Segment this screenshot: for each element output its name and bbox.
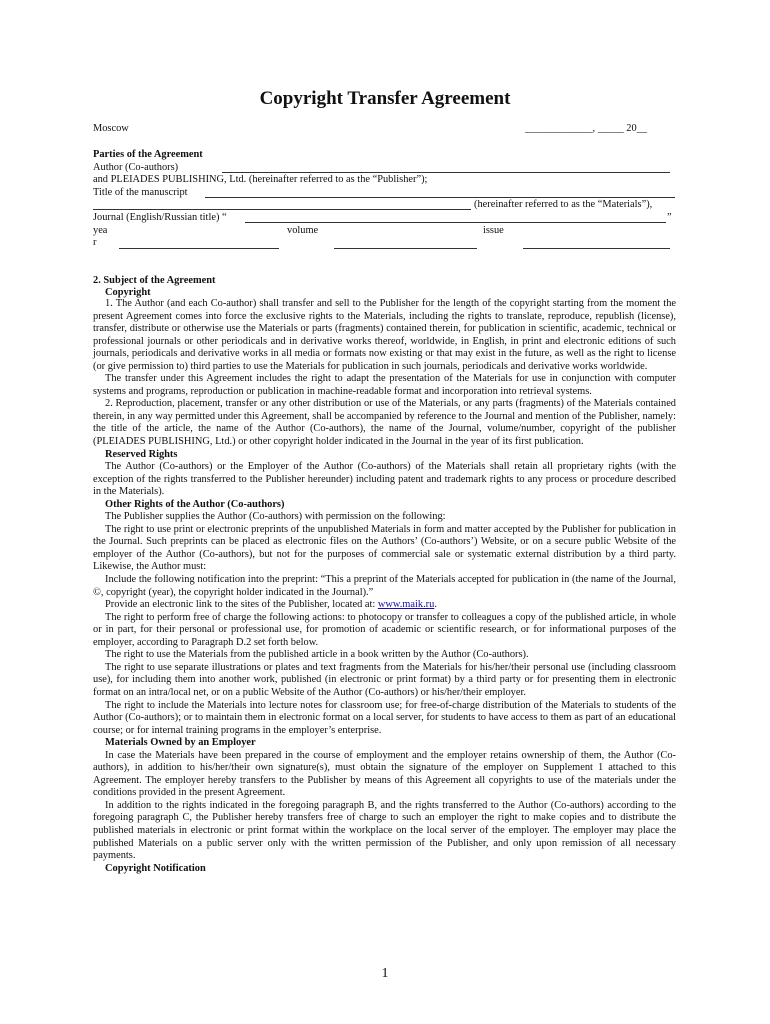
clause-1: 1. The Author (and each Co-author) shall transfer and sell to the Publisher for the length of the copyright starting from the moment the present Agreement comes into force the exclusive rights to the Materials, including the rights to translate, reproduce, republish (license), transfer, distribute or otherwise use the Materials or parts (fragments) contained therein, for publication in scientific, academic, technical or professional journals or other periodicals and in derivative works thereof, worldwide, in English, in print and electronic editions of such journals, periodicals and derivative works in all media or formats now existing or that may exist in the future, as well as the right to license (or give permission to) third parties to use the Materials for publication in such journals, periodicals and derivative works worldwide. [93, 298, 676, 372]
agreement-body [93, 298, 676, 875]
year-label-part1: yea [93, 225, 108, 236]
date-line: _____________, _____ 20__ [525, 123, 648, 134]
manuscript-title-fill-line [205, 197, 675, 198]
author-fill-line [222, 172, 670, 173]
year-label-part2: r [93, 237, 97, 248]
issue-fill-line [523, 248, 670, 249]
clause-illustrations: The right to use separate illustrations or plates and text fragments from the Materials for his/her/their personal use (including classroom use), for including them into another work, published (in electronic or print format) by a third party or for presenting them in electronic format on an intra/local net, or on a public Website of the Author (Co-authors) or his/her/their employer. [93, 661, 676, 698]
copyright-notification-heading: Copyright Notification [105, 862, 206, 874]
issue-label: issue [483, 225, 504, 236]
clause-employer-rights: In addition to the rights indicated in the foregoing paragraph B, and the rights transferred to the Author (Co-authors) according to the foregoing paragraph C, the Publisher hereby transfers free of charge to such an employer the right to make copies and to distribute the published materials in electronic or print format within the workplace on the local server of the employer. The employer may place the published Materials on a public server only with the written permission of the Publisher, and only upon remission of all necessary payments. [93, 799, 676, 862]
clause-transfer-adapt: The transfer under this Agreement includes the right to adapt the presentation of the Materials for use in conjunction with computer systems and programs, reproduction or publication in machine-readable format and incorporation into retrieval systems. [93, 373, 676, 397]
page-number: 1 [381, 966, 389, 981]
clause-2: 2. Reproduction, placement, transfer or any other distribution or use of the Materials, or any parts (fragments) of the Materials contained therein, in any way permitted under this Agreement, shall be accompanied by reference to the Journal and mention of the Publisher, namely: the title of the article, the name of the Author (Co-authors), the name of the Journal, volume/number, copyright of the publisher (PLEIADES PUBLISHING, Ltd.) or other copyright holder indicated in the Journal in the year of its first publication. [93, 398, 677, 448]
clause-book-use: The right to use the Materials from the published article in a book written by the Author (Co-authors). [105, 649, 529, 661]
city: Moscow [93, 123, 129, 134]
section-2-heading: 2. Subject of the Agreement [93, 275, 216, 286]
clause-lecture-notes: The right to include the Materials into lecture notes for classroom use; for free-of-charge distribution of the Materials to students of the Author (Co-authors); or to maintain them in electronic format on a local server, for students to have access to them as part of an educational course; or for internal training programs in the employer’s enterprise. [93, 699, 676, 736]
author-label: Author (Co-authors) [93, 162, 179, 173]
other-rights-heading: Other Rights of the Author (Co-authors) [105, 498, 285, 510]
reserved-rights-heading: Reserved Rights [105, 448, 178, 460]
clause-permissions-intro: The Publisher supplies the Author (Co-authors) with permission on the following: [105, 511, 446, 523]
year-fill-line [119, 248, 279, 249]
manuscript-title-label: Title of the manuscript [93, 187, 188, 198]
journal-fill-line [245, 222, 666, 223]
clause-preprints: The right to use print or electronic preprints of the unpublished Materials in form and matter accepted by the Publisher for publication in the Journal. Such preprints can be placed as electronic files on the Authors’ (Co-authors’) Website, or on a secure public Website of the employer of the Author (Co-authors), but not for the purposes of commercial sale or systematic external distribution by a third party. Likewise, the Author must: [93, 523, 676, 573]
materials-reference: (hereinafter referred to as the “Materials”), [474, 199, 653, 210]
publisher-site-link[interactable]: www.maik.ru [377, 599, 435, 611]
volume-fill-line [334, 248, 477, 249]
clause-photocopy: The right to perform free of charge the following actions: to photocopy or transfer to colleagues a copy of the published article, in whole or in part, for their personal or professional use, for promotion of academic or scientific research, or for informational purposes of the employer, according to Paragraph D.2 set forth below. [93, 611, 676, 648]
clause-preprint-notification: Include the following notification into the preprint: “This a preprint of the Materials accepted for publication in (the name of the Journal, ©, copyright (year), the copyright holder indicated in the Journal).” [93, 574, 676, 598]
copyright-heading: Copyright [105, 287, 151, 298]
manuscript-title-fill-line-2 [93, 209, 471, 210]
volume-label: volume [287, 225, 319, 236]
clause-reserved-rights: The Author (Co-authors) or the Employer of the Author (Co-authors) of the Materials shall retain all proprietary rights (with the exception of the rights transferred to the Publisher hereunder) including patent and trademark rights to any process or procedure described in the Materials). [93, 461, 676, 498]
link-prefix: Provide an electronic link to the sites of the Publisher, located at: [105, 599, 378, 611]
journal-close-quote: ” [667, 212, 672, 223]
publisher-line: and PLEIADES PUBLISHING, Ltd. (hereinafter referred to as the “Publisher”); [93, 174, 428, 185]
page-title: Copyright Transfer Agreement [259, 88, 511, 109]
clause-employer-ownership: In case the Materials have been prepared in the course of employment and the employer retains ownership of them, the Author (Co-authors), in addition to his/her/their own signature(s), must obtain the signature of the employer on Supplement 1 attached to this Agreement. The employer hereby transfers to the Publisher by means of this Agreement all copyrights to use of the materials under the conditions provided in the present Agreement. [93, 749, 676, 799]
parties-heading: Parties of the Agreement [93, 149, 203, 160]
link-suffix: . [434, 599, 437, 611]
clause-publisher-link [93, 599, 676, 612]
journal-label: Journal (English/Russian title) “ [93, 212, 227, 223]
employer-materials-heading: Materials Owned by an Employer [105, 737, 256, 749]
